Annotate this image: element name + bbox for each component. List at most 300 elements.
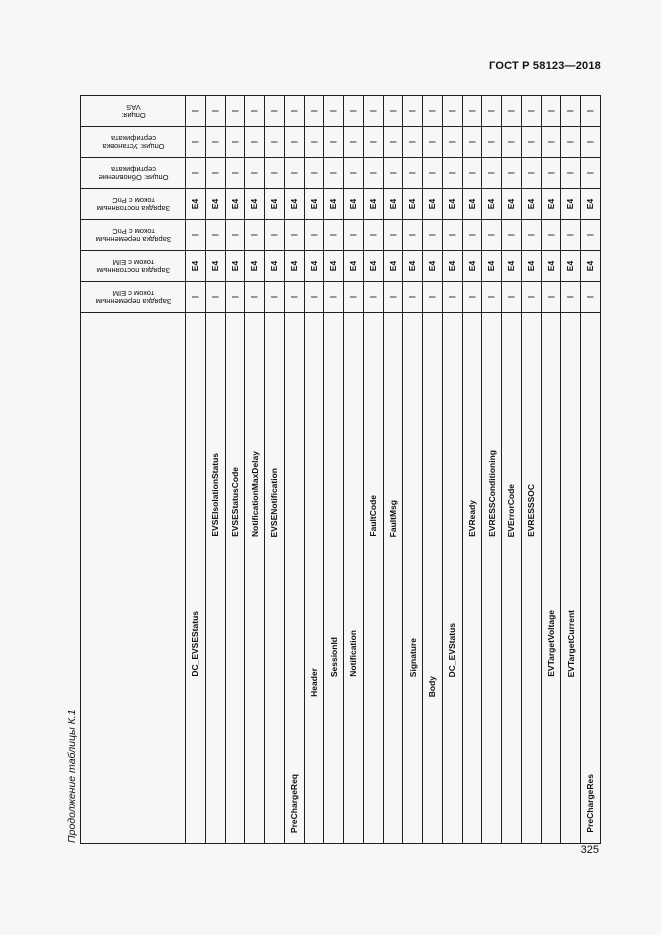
table-cell bbox=[482, 127, 502, 158]
table-cell bbox=[324, 127, 344, 158]
cell-value: I bbox=[190, 171, 201, 175]
table-cell bbox=[304, 251, 324, 282]
cell-value: I bbox=[269, 140, 280, 144]
cell-value: I bbox=[368, 109, 379, 113]
cell-value: I bbox=[368, 171, 379, 175]
page-number: 325 bbox=[580, 844, 599, 856]
table-cell bbox=[225, 251, 245, 282]
table-cell bbox=[482, 282, 502, 313]
table-cell bbox=[561, 189, 581, 220]
element-name-cell bbox=[205, 313, 225, 844]
table-cell bbox=[245, 282, 265, 313]
cell-value: E4 bbox=[289, 198, 300, 210]
table-cell bbox=[363, 220, 383, 251]
cell-value: I bbox=[229, 171, 240, 175]
table-cell bbox=[462, 127, 482, 158]
table-cell bbox=[304, 189, 324, 220]
table-cell bbox=[521, 158, 541, 189]
table-cell bbox=[284, 282, 304, 313]
table-cell bbox=[383, 96, 403, 127]
table-cell bbox=[363, 189, 383, 220]
table-cell bbox=[423, 127, 443, 158]
table-cell bbox=[225, 96, 245, 127]
table-cell bbox=[225, 189, 245, 220]
table-cell bbox=[442, 158, 462, 189]
cell-value: I bbox=[427, 171, 438, 175]
cell-value: I bbox=[190, 109, 201, 113]
table-row bbox=[81, 251, 601, 282]
table-cell bbox=[225, 220, 245, 251]
table-cell bbox=[462, 282, 482, 313]
table-cell bbox=[344, 96, 364, 127]
table-cell bbox=[324, 220, 344, 251]
cell-value: I bbox=[565, 233, 576, 237]
column-header: Зарядка постоянным током с EIM bbox=[81, 251, 186, 282]
cell-value: I bbox=[210, 109, 221, 113]
cell-value: E4 bbox=[506, 198, 517, 210]
element-name-cell bbox=[561, 313, 581, 844]
table-cell bbox=[304, 96, 324, 127]
blank-cell bbox=[81, 313, 186, 844]
table-cell bbox=[245, 96, 265, 127]
table-cell bbox=[344, 158, 364, 189]
table-cell bbox=[186, 96, 206, 127]
cell-value: I bbox=[585, 171, 596, 175]
table-cell bbox=[324, 158, 344, 189]
cell-value: E4 bbox=[229, 198, 240, 210]
element-name: EVErrorCode bbox=[506, 483, 517, 537]
table-cell bbox=[383, 189, 403, 220]
table-cell bbox=[403, 127, 423, 158]
cell-value: I bbox=[427, 295, 438, 299]
cell-value: E4 bbox=[427, 198, 438, 210]
table-cell bbox=[265, 220, 285, 251]
cell-value: I bbox=[565, 140, 576, 144]
cell-value: I bbox=[289, 140, 300, 144]
cell-value: I bbox=[328, 233, 339, 237]
table-cell bbox=[265, 127, 285, 158]
cell-value: I bbox=[269, 295, 280, 299]
cell-value: I bbox=[210, 295, 221, 299]
element-name: EVSEIsolationStatus bbox=[210, 453, 221, 537]
cell-value: I bbox=[545, 109, 556, 113]
element-name-cell bbox=[541, 313, 561, 844]
cell-value: I bbox=[545, 171, 556, 175]
cell-value: E4 bbox=[348, 260, 359, 272]
cell-value: I bbox=[545, 140, 556, 144]
table-cell bbox=[581, 127, 601, 158]
table-cell bbox=[324, 251, 344, 282]
cell-value: I bbox=[308, 295, 319, 299]
table-cell bbox=[245, 158, 265, 189]
table-cell bbox=[561, 251, 581, 282]
cell-value: I bbox=[289, 233, 300, 237]
table-cell bbox=[423, 251, 443, 282]
table-cell bbox=[225, 127, 245, 158]
element-name: EVTargetCurrent bbox=[565, 609, 576, 677]
table-cell bbox=[581, 220, 601, 251]
cell-value: I bbox=[407, 233, 418, 237]
table-cell bbox=[482, 158, 502, 189]
table-row bbox=[81, 189, 601, 220]
cell-value: E4 bbox=[526, 260, 537, 272]
cell-value: I bbox=[585, 233, 596, 237]
cell-value: I bbox=[506, 233, 517, 237]
table-cell bbox=[265, 189, 285, 220]
cell-value: I bbox=[486, 171, 497, 175]
cell-value: I bbox=[545, 233, 556, 237]
cell-value: I bbox=[289, 295, 300, 299]
table-cell bbox=[344, 127, 364, 158]
table-row bbox=[81, 282, 601, 313]
column-header: Зарядка переменным током с PnC bbox=[81, 220, 186, 251]
element-name: EVTargetVoltage bbox=[545, 610, 556, 677]
table-cell bbox=[541, 158, 561, 189]
table-cell bbox=[561, 282, 581, 313]
cell-value: E4 bbox=[348, 198, 359, 210]
table-cell bbox=[186, 189, 206, 220]
table-cell bbox=[284, 189, 304, 220]
cell-value: I bbox=[387, 295, 398, 299]
cell-value: I bbox=[368, 295, 379, 299]
table-cell bbox=[205, 96, 225, 127]
cell-value: I bbox=[229, 109, 240, 113]
cell-value: E4 bbox=[545, 198, 556, 210]
element-name-cell bbox=[462, 313, 482, 844]
cell-value: I bbox=[506, 295, 517, 299]
cell-value: I bbox=[427, 140, 438, 144]
table-cell bbox=[304, 158, 324, 189]
cell-value: E4 bbox=[585, 198, 596, 210]
cell-value: I bbox=[229, 295, 240, 299]
cell-value: I bbox=[585, 109, 596, 113]
cell-value: I bbox=[190, 295, 201, 299]
element-name: Header bbox=[308, 668, 319, 697]
table-cell bbox=[581, 158, 601, 189]
table-cell bbox=[205, 282, 225, 313]
cell-value: I bbox=[249, 295, 260, 299]
table-cell bbox=[442, 96, 462, 127]
cell-value: E4 bbox=[407, 198, 418, 210]
column-header: Опция: VAS bbox=[81, 96, 186, 127]
table-cell bbox=[561, 127, 581, 158]
table-cell bbox=[225, 282, 245, 313]
cell-value: I bbox=[427, 109, 438, 113]
cell-value: E4 bbox=[466, 260, 477, 272]
cell-value: I bbox=[526, 233, 537, 237]
cell-value: I bbox=[269, 233, 280, 237]
cell-value: I bbox=[210, 233, 221, 237]
cell-value: E4 bbox=[447, 198, 458, 210]
cell-value: I bbox=[407, 140, 418, 144]
table-cell bbox=[205, 251, 225, 282]
element-name-cell bbox=[284, 313, 304, 844]
table-cell bbox=[363, 282, 383, 313]
cell-value: E4 bbox=[565, 198, 576, 210]
table-cell bbox=[521, 251, 541, 282]
element-name-cell bbox=[324, 313, 344, 844]
cell-value: I bbox=[348, 233, 359, 237]
cell-value: I bbox=[466, 171, 477, 175]
element-name: EVSEStatusCode bbox=[229, 467, 240, 537]
cell-value: I bbox=[545, 295, 556, 299]
cell-value: I bbox=[486, 233, 497, 237]
cell-value: I bbox=[506, 171, 517, 175]
cell-value: E4 bbox=[210, 198, 221, 210]
cell-value: E4 bbox=[328, 198, 339, 210]
cell-value: E4 bbox=[328, 260, 339, 272]
cell-value: I bbox=[348, 109, 359, 113]
cell-value: I bbox=[565, 295, 576, 299]
cell-value: I bbox=[269, 171, 280, 175]
cell-value: I bbox=[466, 295, 477, 299]
cell-value: I bbox=[387, 171, 398, 175]
table-cell bbox=[265, 96, 285, 127]
cell-value: I bbox=[308, 171, 319, 175]
table-cell bbox=[403, 96, 423, 127]
element-name: NotificationMaxDelay bbox=[249, 451, 260, 537]
table-cell bbox=[284, 251, 304, 282]
table-cell bbox=[383, 282, 403, 313]
table-cell bbox=[186, 158, 206, 189]
cell-value: I bbox=[447, 171, 458, 175]
cell-value: I bbox=[387, 140, 398, 144]
table-cell bbox=[245, 220, 265, 251]
table-cell bbox=[521, 189, 541, 220]
table-cell bbox=[502, 127, 522, 158]
column-header: Зарядка постоянным током с PnC bbox=[81, 189, 186, 220]
cell-value: E4 bbox=[407, 260, 418, 272]
cell-value: I bbox=[565, 109, 576, 113]
table-row bbox=[81, 313, 601, 844]
table-cell bbox=[442, 220, 462, 251]
table-cell bbox=[284, 220, 304, 251]
cell-value: I bbox=[269, 109, 280, 113]
table-cell bbox=[521, 127, 541, 158]
cell-value: I bbox=[447, 109, 458, 113]
table-cell bbox=[502, 251, 522, 282]
cell-value: I bbox=[387, 109, 398, 113]
column-header: Опция: Обновление сертификата bbox=[81, 158, 186, 189]
element-name: DC_EVSEStatus bbox=[190, 611, 201, 677]
table-cell bbox=[541, 189, 561, 220]
element-name-cell bbox=[304, 313, 324, 844]
table-cell bbox=[442, 251, 462, 282]
table-cell bbox=[502, 96, 522, 127]
cell-value: I bbox=[190, 140, 201, 144]
cell-value: I bbox=[526, 171, 537, 175]
cell-value: I bbox=[368, 140, 379, 144]
table-cell bbox=[225, 158, 245, 189]
element-name-cell bbox=[521, 313, 541, 844]
table-cell bbox=[383, 158, 403, 189]
cell-value: I bbox=[387, 233, 398, 237]
table-cell bbox=[581, 282, 601, 313]
table-cell bbox=[581, 189, 601, 220]
table-cell bbox=[324, 96, 344, 127]
table-cell bbox=[383, 220, 403, 251]
cell-value: I bbox=[407, 109, 418, 113]
cell-value: I bbox=[229, 140, 240, 144]
table-cell bbox=[462, 251, 482, 282]
cell-value: E4 bbox=[565, 260, 576, 272]
element-name: Notification bbox=[348, 630, 359, 677]
table-cell bbox=[502, 158, 522, 189]
cell-value: E4 bbox=[545, 260, 556, 272]
element-name: PreChargeRes bbox=[585, 774, 596, 833]
table-row bbox=[81, 158, 601, 189]
table-cell bbox=[265, 158, 285, 189]
cell-value: E4 bbox=[447, 260, 458, 272]
table-caption: Продолжение таблицы К.1 bbox=[66, 709, 78, 843]
cell-value: I bbox=[328, 295, 339, 299]
table-cell bbox=[324, 189, 344, 220]
table-cell bbox=[482, 189, 502, 220]
cell-value: I bbox=[427, 233, 438, 237]
cell-value: I bbox=[447, 295, 458, 299]
cell-value: I bbox=[289, 171, 300, 175]
table-cell bbox=[403, 251, 423, 282]
table-cell bbox=[423, 158, 443, 189]
element-name-cell bbox=[442, 313, 462, 844]
document-code: ГОСТ Р 58123—2018 bbox=[489, 60, 601, 72]
cell-value: I bbox=[249, 140, 260, 144]
cell-value: I bbox=[486, 295, 497, 299]
table-cell bbox=[541, 127, 561, 158]
table-cell bbox=[442, 189, 462, 220]
table-cell bbox=[284, 127, 304, 158]
cell-value: I bbox=[466, 140, 477, 144]
table-cell bbox=[245, 251, 265, 282]
table-cell bbox=[462, 189, 482, 220]
table-cell bbox=[284, 158, 304, 189]
cell-value: I bbox=[308, 233, 319, 237]
table-cell bbox=[482, 96, 502, 127]
table-cell bbox=[462, 96, 482, 127]
table-cell bbox=[442, 282, 462, 313]
cell-value: I bbox=[328, 109, 339, 113]
cell-value: I bbox=[210, 171, 221, 175]
table-cell bbox=[363, 251, 383, 282]
table-cell bbox=[383, 251, 403, 282]
table-row bbox=[81, 127, 601, 158]
requirements-table bbox=[80, 95, 601, 844]
cell-value: I bbox=[506, 109, 517, 113]
table-cell bbox=[502, 282, 522, 313]
cell-value: E4 bbox=[269, 198, 280, 210]
table-cell bbox=[561, 96, 581, 127]
cell-value: E4 bbox=[387, 260, 398, 272]
table-cell bbox=[541, 251, 561, 282]
element-name-cell bbox=[482, 313, 502, 844]
table-cell bbox=[541, 220, 561, 251]
cell-value: E4 bbox=[210, 260, 221, 272]
table-cell bbox=[265, 282, 285, 313]
table-row bbox=[81, 96, 601, 127]
element-name-cell bbox=[225, 313, 245, 844]
table-cell bbox=[363, 127, 383, 158]
cell-value: E4 bbox=[506, 260, 517, 272]
table-cell bbox=[245, 189, 265, 220]
element-name-cell bbox=[403, 313, 423, 844]
table-cell bbox=[442, 127, 462, 158]
table-cell bbox=[265, 251, 285, 282]
table-cell bbox=[541, 96, 561, 127]
cell-value: E4 bbox=[308, 260, 319, 272]
table-cell bbox=[186, 282, 206, 313]
table-cell bbox=[462, 220, 482, 251]
table-cell bbox=[205, 220, 225, 251]
cell-value: E4 bbox=[466, 198, 477, 210]
element-name: DC_EVStatus bbox=[447, 622, 458, 677]
table-cell bbox=[423, 220, 443, 251]
table-cell bbox=[423, 282, 443, 313]
cell-value: I bbox=[506, 140, 517, 144]
element-name-cell bbox=[581, 313, 601, 844]
cell-value: E4 bbox=[308, 198, 319, 210]
element-name-cell bbox=[245, 313, 265, 844]
table-cell bbox=[304, 220, 324, 251]
cell-value: I bbox=[585, 295, 596, 299]
table-cell bbox=[521, 96, 541, 127]
table-cell bbox=[482, 220, 502, 251]
table-cell bbox=[186, 127, 206, 158]
table-cell bbox=[363, 158, 383, 189]
table-cell bbox=[561, 220, 581, 251]
table-cell bbox=[502, 189, 522, 220]
table-cell bbox=[521, 282, 541, 313]
element-name: FaultCode bbox=[368, 495, 379, 537]
table-cell bbox=[561, 158, 581, 189]
cell-value: I bbox=[368, 233, 379, 237]
table-cell bbox=[344, 251, 364, 282]
table-cell bbox=[205, 189, 225, 220]
cell-value: I bbox=[210, 140, 221, 144]
element-name-cell bbox=[363, 313, 383, 844]
element-name-cell bbox=[502, 313, 522, 844]
cell-value: E4 bbox=[368, 198, 379, 210]
element-name-cell bbox=[344, 313, 364, 844]
cell-value: I bbox=[328, 171, 339, 175]
table-cell bbox=[304, 127, 324, 158]
cell-value: I bbox=[289, 109, 300, 113]
cell-value: I bbox=[229, 233, 240, 237]
element-name: PreChargeReq bbox=[289, 773, 300, 833]
cell-value: E4 bbox=[486, 260, 497, 272]
cell-value: E4 bbox=[289, 260, 300, 272]
table-cell bbox=[502, 220, 522, 251]
cell-value: I bbox=[447, 233, 458, 237]
table-cell bbox=[462, 158, 482, 189]
table-cell bbox=[423, 96, 443, 127]
cell-value: I bbox=[308, 140, 319, 144]
element-name: EVSENotification bbox=[269, 467, 280, 537]
element-name: EVRESSSOC bbox=[526, 484, 537, 537]
table-cell bbox=[423, 189, 443, 220]
cell-value: E4 bbox=[190, 260, 201, 272]
table-cell bbox=[521, 220, 541, 251]
cell-value: I bbox=[466, 109, 477, 113]
table-row bbox=[81, 220, 601, 251]
table-cell bbox=[245, 127, 265, 158]
cell-value: I bbox=[486, 109, 497, 113]
table-cell bbox=[581, 251, 601, 282]
cell-value: E4 bbox=[585, 260, 596, 272]
cell-value: I bbox=[526, 140, 537, 144]
column-header: Опция: Установка сертификата bbox=[81, 127, 186, 158]
table-cell bbox=[205, 158, 225, 189]
cell-value: E4 bbox=[526, 198, 537, 210]
